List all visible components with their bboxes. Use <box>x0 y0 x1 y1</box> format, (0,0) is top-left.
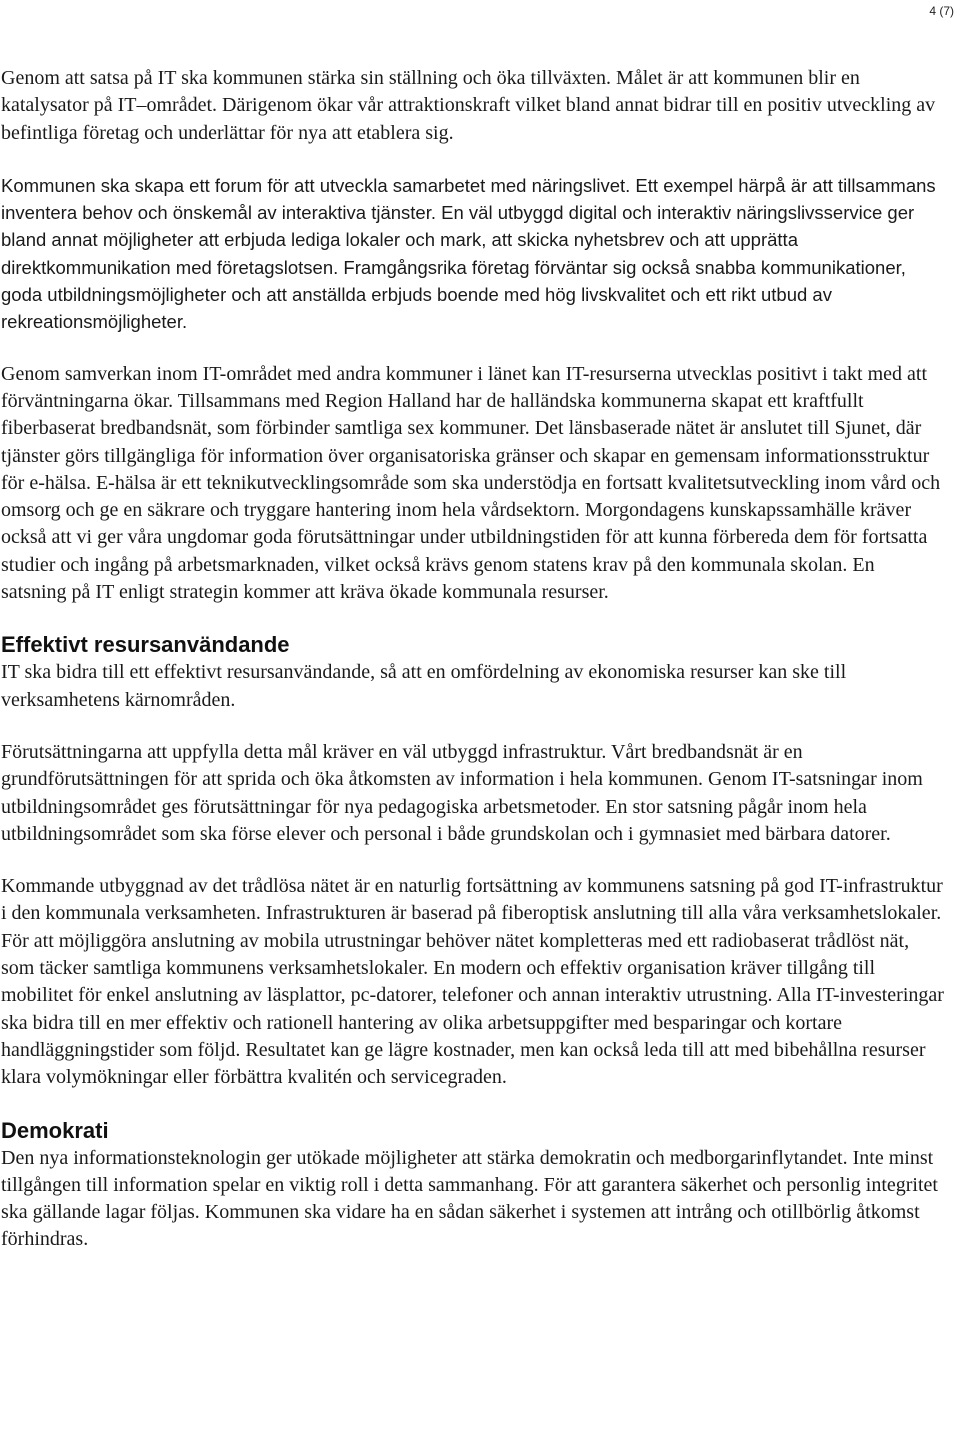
intro-paragraph-3: Genom samverkan inom IT-området med andra kommuner i länet kan IT-resurserna utvecklas positivt i takt med att förväntningarna ökar. Tillsammans med Region Halland har de halländska kommunerna skapat ett kraftfullt fiberbaserat bredbandsnät, som förbinder samtliga sex kommuner. Det länsbaserade nätet är anslutet till Sjunet, där tjänster görs tillgängliga för information över organisatoriska gränser och skapar en gemensam informationsstruktur för e-hälsa. E-hälsa är ett teknikutvecklingsområde som ska understödja en fortsatt kvalitetsutveckling inom vård och omsorg och ge en säkrare och tryggare hantering inom hela vårdsektorn. Morgondagens kunskapssamhälle kräver också att vi ger våra ungdomar goda förutsättningar under utbildningstiden för att kunna förbereda dem för fortsatta studier och ingång på arbetsmarknaden, vilket också krävs genom statens krav på den kommunala skolan. En satsning på IT enligt strategin kommer att kräva ökade kommunala resurser. <box>1 362 941 604</box>
effektivt-paragraph-2: Förutsättningarna att uppfylla detta mål kräver en väl utbyggd infrastruktur. Vårt bredbandsnät är en grundförutsättningen för att sprida och öka åtkomsten av information i hela kommunen. Genom IT-satsningar inom utbildningsområdet ges förutsättningar för nya pedagogiska arbetsmetoder. En stor satsning pågår inom hela utbildningsområdet som ska förse elever och personal i både grundskolan och i gymnasiet med bärbara datorer. <box>1 740 923 845</box>
effektivt-paragraph-3: Kommande utbyggnad av det trådlösa nätet är en naturlig fortsättning av kommunens satsning på god IT-infrastruktur i den kommunala verksamheten. Infrastrukturen är baserad på fiberoptisk anslutning till alla våra verksamhetslokaler. För att möjliggöra anslutning av mobila utrustningar behöver nätet kompletteras med ett radiobaserat trådlöst nät, som täcker samtliga kommunens verksamhetslokaler. En modern och effektiv organisation kräver tillgång till mobilitet för enkel anslutning av läsplattor, pc-datorer, telefoner och annan interaktiv utrustning. Alla IT-investeringar ska bidra till en mer effektiv och rationell hantering av olika arbetsuppgifter med besparingar och kortare handläggningstider som följd. Resultatet kan ge lägre kostnader, men kan också leda till att med bibehållna resurser klara volymökningar eller förbättra kvalitén och servicegraden. <box>1 875 944 1089</box>
document-body <box>0 65 945 1279</box>
demokrati-paragraph-1: Den nya informationsteknologin ger utökade möjligheter att stärka demokratin och medborgarinflytandet. Inte minst tillgången till information spelar en viktig roll i detta sammanhang. För att garantera säkerhet och personlig integritet ska gällande lagar följas. Kommunen ska vidare ha en sådan säkerhet i systemen att intrång och otillbörlig åtkomst förhindras. <box>1 1146 938 1251</box>
intro-paragraph-1: Genom att satsa på IT ska kommunen stärka sin ställning och öka tillväxten. Målet är att kommunen blir en katalysator på IT–området. Därigenom ökar vår attraktionskraft vilket bland annat bidrar till en positiv utveckling av befintliga företag och underlättar för nya att etablera sig. <box>1 67 936 144</box>
page-number: 4 (7) <box>929 4 954 18</box>
intro-paragraph-2: Kommunen ska skapa ett forum för att utveckla samarbetet med näringslivet. Ett exempel härpå är att tillsammans inventera behov och önskemål av interaktiva tjänster. En väl utbyggd digital och interaktiv näringslivsservice ger bland annat möjligheter att erbjuda lediga lokaler och mark, att skicka nyhetsbrev och att upprätta direktkommunikation med företagslotsen. Framgångsrika företag förväntar sig också snabba kommunikationer, goda utbildningsmöjligheter och att anställda erbjuds boende med hög livskvalitet och ett rikt utbud av rekreationsmöjligheter. <box>1 174 936 333</box>
section-heading-effektivt: Effektivt resursanvändande <box>1 632 290 658</box>
section-heading-demokrati: Demokrati <box>1 1117 109 1143</box>
effektivt-paragraph-1: IT ska bidra till ett effektivt resursanvändande, så att en omfördelning av ekonomiska resurser kan ske till verksamhetens kärnområden. <box>1 661 847 711</box>
